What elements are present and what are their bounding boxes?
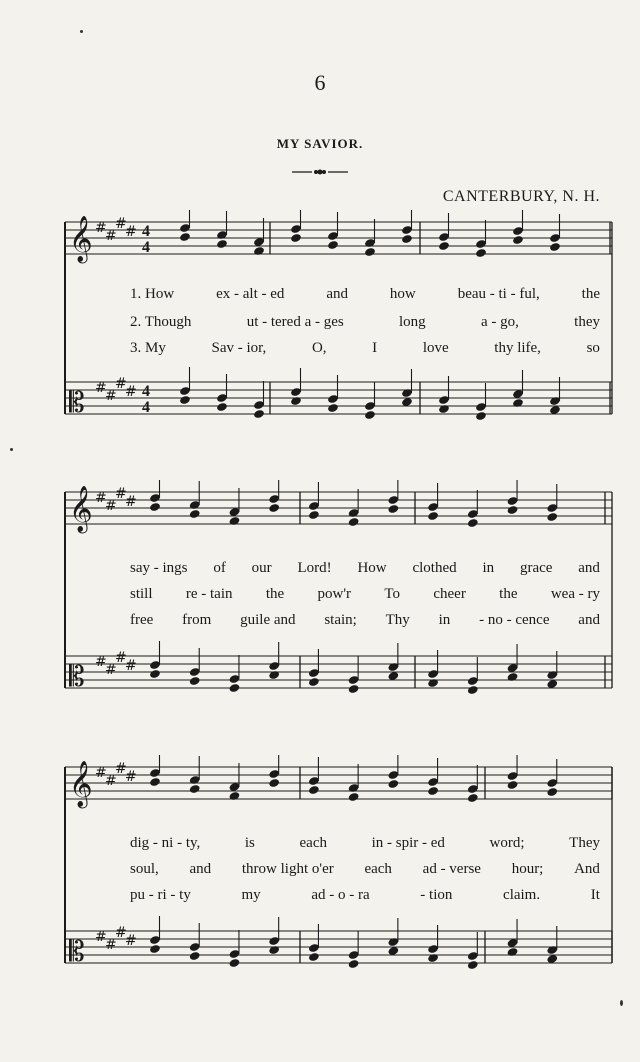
note-head xyxy=(308,952,320,962)
lyric-word: of xyxy=(213,559,226,576)
sharp-icon: # xyxy=(105,662,117,678)
note-head xyxy=(364,410,376,420)
note-head xyxy=(229,516,241,526)
sharp-icon: # xyxy=(125,494,137,510)
lyric-word: 1. How xyxy=(130,285,175,302)
note-head xyxy=(427,511,439,521)
paper-speck xyxy=(10,448,13,451)
note-head xyxy=(189,784,201,794)
time-signature: 4 xyxy=(142,399,150,416)
note-head xyxy=(290,233,302,243)
lyric-word: beau - ti - ful, xyxy=(457,285,540,302)
lyric-word: say - ings xyxy=(130,559,188,576)
note-head xyxy=(427,786,439,796)
lyric-line-verse-1 xyxy=(130,558,600,578)
note-head xyxy=(364,247,376,257)
lyric-word: clothed xyxy=(412,559,457,576)
sharp-icon: # xyxy=(115,761,127,777)
lyric-word: in xyxy=(438,611,451,628)
note-head xyxy=(467,793,479,803)
sharp-icon: # xyxy=(95,765,107,781)
lyric-line-verse-3 xyxy=(130,610,600,630)
note-head xyxy=(467,685,479,695)
note-head xyxy=(546,512,558,522)
sharp-icon: # xyxy=(95,929,107,945)
note-head xyxy=(512,398,524,408)
sharp-icon: # xyxy=(115,650,127,666)
sharp-icon: # xyxy=(105,498,117,514)
lyric-word: 3. My xyxy=(130,339,166,356)
note-head xyxy=(149,669,161,679)
lyric-line-verse-1 xyxy=(130,833,600,853)
note-head xyxy=(268,503,280,513)
lyric-word: soul, xyxy=(130,860,159,877)
c-clef-icon: 𝄡 xyxy=(69,935,85,968)
lyric-word: my xyxy=(241,886,261,903)
treble-clef-icon: 𝄞 xyxy=(69,216,93,262)
sharp-icon: # xyxy=(105,388,117,404)
time-signature: 4 xyxy=(142,383,150,400)
note-head xyxy=(475,248,487,258)
lyric-word: is xyxy=(244,834,255,851)
lyric-word: ut - tered a - ges xyxy=(246,313,344,330)
sharp-icon: # xyxy=(125,658,137,674)
note-head xyxy=(229,791,241,801)
lyric-word: still xyxy=(130,585,153,602)
note-head xyxy=(189,676,201,686)
sharp-icon: # xyxy=(95,490,107,506)
lyric-line-verse-2 xyxy=(130,584,600,604)
lyric-word: from xyxy=(182,611,212,628)
lyric-word: Thy xyxy=(385,611,410,628)
lyric-word: so xyxy=(586,339,600,356)
lyric-word: ad - o - ra xyxy=(311,886,370,903)
lyric-word: stain; xyxy=(324,611,357,628)
note-head xyxy=(475,411,487,421)
note-head xyxy=(549,242,561,252)
note-head xyxy=(507,947,519,957)
sharp-icon: # xyxy=(115,376,127,392)
lyric-word: the xyxy=(581,285,600,302)
lyric-word: dig - ni - ty, xyxy=(130,834,201,851)
note-head xyxy=(427,953,439,963)
sharp-icon: # xyxy=(125,384,137,400)
note-head xyxy=(179,232,191,242)
note-head xyxy=(427,678,439,688)
lyric-word: in xyxy=(482,559,495,576)
note-head xyxy=(507,672,519,682)
title-ornament xyxy=(290,166,350,178)
lyric-word: - no - cence xyxy=(479,611,550,628)
lyric-word: and xyxy=(189,860,212,877)
note-head xyxy=(348,684,360,694)
tune-attribution: CANTERBURY, N. H. xyxy=(442,188,600,205)
music-system-3 xyxy=(0,755,640,1015)
lyric-word: and xyxy=(578,611,600,628)
note-head xyxy=(507,505,519,515)
note-head xyxy=(308,677,320,687)
note-head xyxy=(149,502,161,512)
lyric-word: each xyxy=(364,860,392,877)
note-head xyxy=(229,683,241,693)
lyric-word: the xyxy=(499,585,518,602)
lyric-line-verse-2 xyxy=(130,859,600,879)
lyric-line-verse-2 xyxy=(130,312,600,332)
note-head xyxy=(348,959,360,969)
lyric-word: our xyxy=(251,559,272,576)
lyric-word: cheer xyxy=(433,585,466,602)
note-head xyxy=(387,779,399,789)
lyric-word: thy life, xyxy=(494,339,541,356)
lyric-word: wea - ry xyxy=(550,585,600,602)
note-head xyxy=(401,234,413,244)
treble-clef-icon: 𝄞 xyxy=(69,761,93,807)
lyric-word: And xyxy=(574,860,600,877)
lyric-word: how xyxy=(389,285,416,302)
lyric-word: guile and xyxy=(240,611,296,628)
note-head xyxy=(387,504,399,514)
lyric-word: in - spir - ed xyxy=(371,834,445,851)
lyric-word: the xyxy=(265,585,285,602)
note-head xyxy=(308,785,320,795)
note-head xyxy=(268,670,280,680)
note-head xyxy=(216,402,228,412)
sharp-icon: # xyxy=(95,654,107,670)
note-head xyxy=(216,239,228,249)
lyric-word: - tion xyxy=(420,886,453,903)
note-head xyxy=(268,945,280,955)
lyric-word: pu - ri - ty xyxy=(130,886,191,903)
lyric-line-verse-3 xyxy=(130,338,600,358)
sharp-icon: # xyxy=(115,486,127,502)
lyric-word: throw light o'er xyxy=(241,860,334,877)
note-head xyxy=(290,396,302,406)
note-head xyxy=(467,518,479,528)
lyric-word: ad - verse xyxy=(422,860,481,877)
paper-speck xyxy=(80,30,83,33)
lyric-word: It xyxy=(590,886,600,903)
c-clef-icon: 𝄡 xyxy=(69,660,85,693)
lyric-word: and xyxy=(578,559,600,576)
hymn-title: MY SAVIOR. xyxy=(276,136,364,151)
note-head xyxy=(348,792,360,802)
sharp-icon: # xyxy=(95,380,107,396)
lyric-word: grace xyxy=(519,559,553,576)
lyric-word: claim. xyxy=(503,886,541,903)
lyric-word: and xyxy=(326,285,348,302)
sharp-icon: # xyxy=(115,925,127,941)
sharp-icon: # xyxy=(125,224,137,240)
lyric-word: To xyxy=(384,585,401,602)
note-head xyxy=(229,958,241,968)
sharp-icon: # xyxy=(125,933,137,949)
lyric-word: love xyxy=(422,339,449,356)
sharp-icon: # xyxy=(115,216,127,232)
note-head xyxy=(438,404,450,414)
lyric-word: Sav - ior, xyxy=(211,339,267,356)
sharp-icon: # xyxy=(125,769,137,785)
lyric-word: free xyxy=(130,611,154,628)
note-head xyxy=(507,780,519,790)
lyric-word: They xyxy=(569,834,600,851)
sharp-icon: # xyxy=(105,228,117,244)
lyric-word: word; xyxy=(489,834,525,851)
lyric-word: I xyxy=(372,339,378,356)
time-signature: 4 xyxy=(142,239,150,256)
note-head xyxy=(512,235,524,245)
note-head xyxy=(546,787,558,797)
music-system-2 xyxy=(0,480,640,720)
lyric-word: ex - alt - ed xyxy=(216,285,285,302)
note-head xyxy=(327,240,339,250)
note-head xyxy=(327,403,339,413)
lyric-word: O, xyxy=(311,339,327,356)
sharp-icon: # xyxy=(95,220,107,236)
note-head xyxy=(179,395,191,405)
note-head xyxy=(348,517,360,527)
lyric-word: pow'r xyxy=(317,585,352,602)
note-head xyxy=(253,409,265,419)
lyric-word: How xyxy=(357,559,387,576)
note-head xyxy=(268,778,280,788)
page-number: 6 xyxy=(314,70,326,95)
lyric-word: long xyxy=(399,313,426,330)
note-head xyxy=(467,960,479,970)
time-signature: 4 xyxy=(142,223,150,240)
lyric-word: each xyxy=(299,834,327,851)
note-head xyxy=(189,509,201,519)
lyric-word: they xyxy=(574,313,600,330)
note-head xyxy=(189,951,201,961)
music-system-1 xyxy=(0,210,640,450)
sharp-icon: # xyxy=(105,773,117,789)
sharp-icon: # xyxy=(105,937,117,953)
note-head xyxy=(149,777,161,787)
note-head xyxy=(308,510,320,520)
note-head xyxy=(438,241,450,251)
c-clef-icon: 𝄡 xyxy=(69,386,85,419)
lyric-line-verse-3 xyxy=(130,885,600,905)
note-head xyxy=(253,246,265,256)
lyric-word: Lord! xyxy=(297,559,332,576)
treble-clef-icon: 𝄞 xyxy=(69,486,93,532)
lyric-word: hour; xyxy=(511,860,544,877)
lyric-word: a - go, xyxy=(480,313,519,330)
paper-speck xyxy=(620,1000,623,1006)
lyric-word: 2. Though xyxy=(130,313,192,330)
note-head xyxy=(149,944,161,954)
lyric-word: re - tain xyxy=(185,585,233,602)
lyric-line-verse-1 xyxy=(130,284,600,304)
